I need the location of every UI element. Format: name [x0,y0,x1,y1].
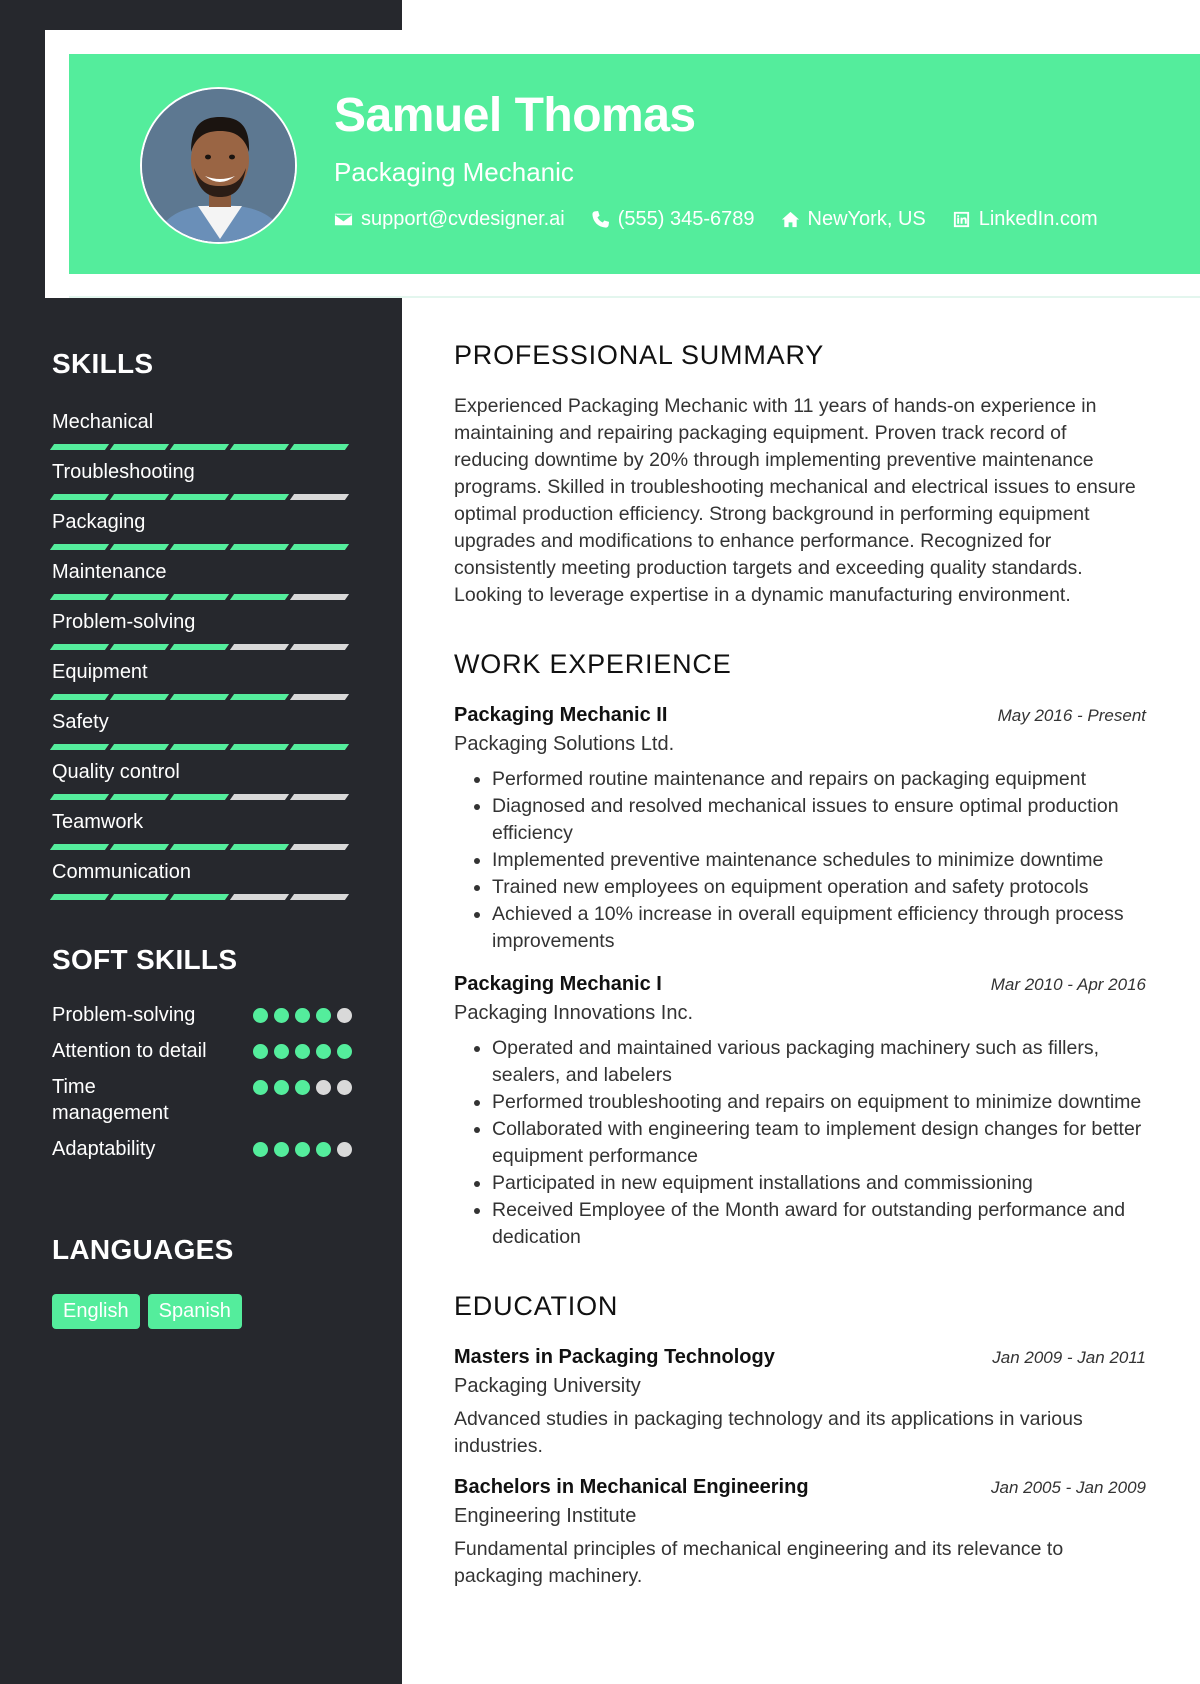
contact-location [781,208,926,231]
job-title: Packaging Mechanic [334,157,574,187]
skill-bar-segment [170,744,229,750]
job-bullets [454,1035,1146,1251]
skill-item [52,660,352,710]
skill-level-bar [52,844,352,850]
envelope-icon [334,210,353,229]
skill-label: Safety [52,711,109,733]
summary-heading: PROFESSIONAL SUMMARY [454,340,825,370]
rating-dot [316,1044,331,1059]
skill-bar-segment [170,894,229,900]
skill-bar-segment [230,644,289,650]
education-title-row [454,1476,1146,1499]
rating-dot [253,1142,268,1157]
skill-bar-segment [50,594,109,600]
soft-skill-rating [253,1008,352,1023]
linkedin-icon [952,210,971,229]
skill-bar-segment [50,694,109,700]
job-company: Packaging Solutions Ltd. [454,733,675,755]
skill-bar-segment [110,844,169,850]
languages-list [52,1294,242,1329]
soft-skills-heading: SOFT SKILLS [52,944,238,975]
skill-bar-segment [290,694,349,700]
soft-skills-list [52,1002,352,1172]
job-bullet: • Participated in new equipment installations and commissioning [492,1170,1146,1197]
skill-item [52,810,352,860]
contact-location-text: NewYork, US [807,208,926,230]
skill-item [52,460,352,510]
education-description: Advanced studies in packaging technology and its applications in various industries. [454,1408,1083,1457]
skill-item [52,410,352,460]
skill-bar-segment [290,544,349,550]
skill-level-bar [52,594,352,600]
skill-bar-segment [50,444,109,450]
skill-bar-segment [230,444,289,450]
skill-bar-segment [290,844,349,850]
skill-bar-segment [230,894,289,900]
skill-bar-segment [230,794,289,800]
skill-bar-segment [50,544,109,550]
skill-bar-segment [170,844,229,850]
skill-item [52,760,352,810]
skill-bar-segment [290,594,349,600]
education-heading: EDUCATION [454,1291,619,1321]
skill-level-bar [52,494,352,500]
skill-bar-segment [50,794,109,800]
skill-bar-segment [290,644,349,650]
rating-dot [337,1008,352,1023]
contact-phone-text: (555) 345-6789 [617,208,755,230]
candidate-name: Samuel Thomas [334,89,696,142]
skill-bar-segment [290,894,349,900]
rating-dot [295,1008,310,1023]
job-bullets [454,766,1146,955]
skill-bar-segment [170,544,229,550]
skill-bar-segment [110,794,169,800]
rating-dot [316,1142,331,1157]
contact-email-text: support@cvdesigner.ai [361,208,565,230]
skill-level-bar [52,544,352,550]
job-bullet: • Implemented preventive maintenance schedules to minimize downtime [492,847,1146,874]
soft-skill-label: Adaptability [52,1138,156,1160]
rating-dot [253,1008,268,1023]
avatar [140,87,297,244]
skill-item [52,610,352,660]
contact-linkedin-text: LinkedIn.com [978,208,1098,230]
skill-bar-segment [290,444,349,450]
skill-item [52,860,352,910]
contact-email[interactable] [334,208,565,231]
skill-bar-segment [170,694,229,700]
rating-dot [337,1080,352,1095]
education-description: Fundamental principles of mechanical engineering and its relevance to packaging machinery. [454,1538,1064,1587]
rating-dot [295,1044,310,1059]
rating-dot [274,1044,289,1059]
skill-label: Mechanical [52,411,154,433]
job-bullet: • Collaborated with engineering team to implement design changes for better equipment performance [492,1116,1146,1170]
job-title-row [454,973,1146,996]
job-role: Packaging Mechanic I [454,973,662,995]
rating-dot [316,1008,331,1023]
rating-dot [295,1080,310,1095]
skill-bar-segment [170,794,229,800]
skills-heading: SKILLS [52,348,154,379]
skill-item [52,710,352,760]
soft-skill-label: Problem-solving [52,1004,196,1026]
skill-bar-segment [290,494,349,500]
education-school: Packaging University [454,1375,641,1397]
skill-bar-segment [110,644,169,650]
skill-bar-segment [230,694,289,700]
job-company: Packaging Innovations Inc. [454,1002,694,1024]
language-badge: Spanish [148,1294,242,1329]
skill-bar-segment [230,594,289,600]
job-bullet: • Performed troubleshooting and repairs on equipment to minimize downtime [492,1089,1146,1116]
job-bullet: • Operated and maintained various packaging machinery such as fillers, sealers, and labelers [492,1035,1146,1089]
job-bullet: • Achieved a 10% increase in overall equipment efficiency through process improvements [492,901,1146,955]
skill-bar-segment [290,794,349,800]
education-entry [454,1476,1146,1590]
main-content [454,340,1146,1590]
soft-skill-rating [253,1080,352,1095]
soft-skill-label: Attention to detail [52,1040,207,1062]
summary-section [454,340,1146,609]
skill-bar-segment [50,744,109,750]
skill-bar-segment [230,744,289,750]
job-entry [454,704,1146,955]
experience-section [454,649,1146,1251]
soft-skill-rating [253,1044,352,1059]
soft-skill-item [52,1074,352,1126]
rating-dot [337,1044,352,1059]
home-icon [781,210,800,229]
rating-dot [274,1008,289,1023]
language-badge: English [52,1294,140,1329]
header-divider [69,296,1200,298]
phone-icon [591,210,610,229]
soft-skill-label: Time management [52,1076,169,1124]
skill-level-bar [52,644,352,650]
education-entry [454,1346,1146,1460]
skill-label: Communication [52,861,191,883]
summary-text: Experienced Packaging Mechanic with 11 years of hands-on experience in maintaining and repairing packaging equipment. Proven track record of reducing downtime by 20% through implementing preventive maintenance programs. Skilled in troubleshooting mechanical and electrical issues to ensure optimal production efficiency. Strong background in performing equipment upgrades and modifications to enhance performance. Recognized for consistently meeting production targets and exceeding quality standards. Looking to leverage expertise in a dynamic manufacturing environment. [454,395,1136,606]
rating-dot [316,1080,331,1095]
job-bullet: • Trained new employees on equipment operation and safety protocols [492,874,1146,901]
soft-skill-item [52,1002,352,1028]
education-title-row [454,1346,1146,1369]
job-dates: May 2016 - Present [997,706,1146,725]
skill-bar-segment [110,594,169,600]
skill-level-bar [52,744,352,750]
skill-bar-segment [110,744,169,750]
soft-skill-item [52,1038,352,1064]
skills-list [52,410,352,910]
experience-heading: WORK EXPERIENCE [454,649,732,679]
skill-label: Maintenance [52,561,167,583]
skill-bar-segment [170,494,229,500]
job-entry [454,973,1146,1251]
contact-linkedin[interactable] [952,208,1098,231]
skill-label: Troubleshooting [52,461,195,483]
contact-row [334,208,1098,231]
education-section [454,1291,1146,1590]
skill-level-bar [52,694,352,700]
skill-label: Quality control [52,761,180,783]
rating-dot [253,1044,268,1059]
skill-bar-segment [230,844,289,850]
contact-phone[interactable] [591,208,755,231]
skill-label: Equipment [52,661,148,683]
skill-item [52,560,352,610]
skill-bar-segment [50,844,109,850]
skill-level-bar [52,794,352,800]
education-dates: Jan 2009 - Jan 2011 [992,1348,1146,1367]
skill-label: Problem-solving [52,611,196,633]
languages-heading: LANGUAGES [52,1234,234,1265]
job-dates: Mar 2010 - Apr 2016 [990,975,1146,994]
skill-bar-segment [110,894,169,900]
skill-bar-segment [230,544,289,550]
skill-bar-segment [110,494,169,500]
job-title-row [454,704,1146,727]
skill-bar-segment [110,444,169,450]
soft-skill-rating [253,1142,352,1157]
skill-bar-segment [170,644,229,650]
rating-dot [337,1142,352,1157]
job-bullet: • Diagnosed and resolved mechanical issues to ensure optimal production efficiency [492,793,1146,847]
skill-label: Teamwork [52,811,144,833]
skill-label: Packaging [52,511,146,533]
rating-dot [253,1080,268,1095]
skill-bar-segment [170,594,229,600]
education-school: Engineering Institute [454,1505,637,1527]
education-degree: Masters in Packaging Technology [454,1346,775,1368]
rating-dot [274,1080,289,1095]
person-photo-icon [142,89,297,244]
soft-skill-item [52,1136,352,1162]
education-dates: Jan 2005 - Jan 2009 [990,1478,1146,1497]
skill-bar-segment [110,694,169,700]
skill-bar-segment [50,894,109,900]
education-degree: Bachelors in Mechanical Engineering [454,1476,809,1498]
job-bullet: • Performed routine maintenance and repairs on packaging equipment [492,766,1146,793]
skill-bar-segment [110,544,169,550]
skill-bar-segment [290,744,349,750]
skill-bar-segment [170,444,229,450]
skill-level-bar [52,894,352,900]
rating-dot [274,1142,289,1157]
skill-bar-segment [230,494,289,500]
skill-bar-segment [50,644,109,650]
skill-item [52,510,352,560]
job-bullet: • Received Employee of the Month award for outstanding performance and dedication [492,1197,1146,1251]
skill-level-bar [52,444,352,450]
rating-dot [295,1142,310,1157]
job-role: Packaging Mechanic II [454,704,668,726]
skill-bar-segment [50,494,109,500]
